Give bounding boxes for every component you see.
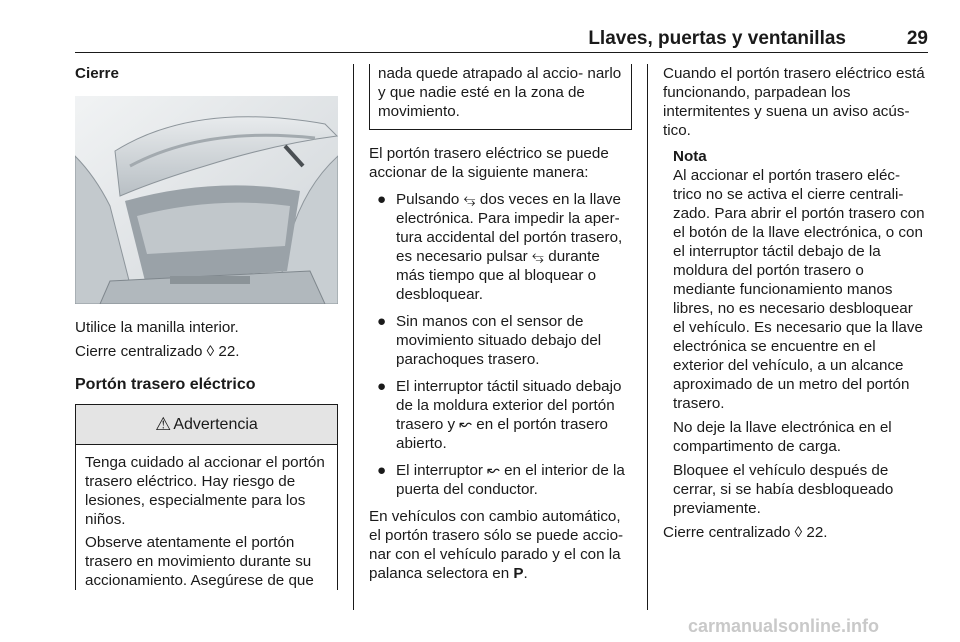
warning-icon: ⚠ <box>155 414 172 434</box>
list-item: ● Pulsando ⥃ dos veces en la llave electrónica. Para impedir la aper- tura accidental del portón trasero, es necesario pulsar ⥃ durante más tiempo que al bloquear o desbloquear. <box>377 191 623 303</box>
note-text: Bloquee el vehículo después de cerrar, si se había desbloqueado previamente. <box>673 462 894 517</box>
paragraph: Utilice la manilla interior. <box>75 319 239 336</box>
column-3 <box>663 64 928 547</box>
paragraph: En vehículos con cambio automático, el portón trasero sólo se puede accio- nar con el vehículo parado y el con la palanca selectora en P. <box>369 508 624 582</box>
column-divider <box>647 64 648 610</box>
list-item: ● Sin manos con el sensor de movimiento situado debajo del parachoques trasero. <box>377 313 602 368</box>
column-2 <box>369 64 632 588</box>
paragraph: Cuando el portón trasero eléctrico está funcionando, parpadean los intermitentes y suena un aviso acús- tico. <box>663 65 925 139</box>
bullet-icon: ● <box>377 313 387 330</box>
warning-title: Advertencia <box>173 416 258 433</box>
column-divider <box>353 64 354 610</box>
warning-paragraph: Tenga cuidado al accionar el portón trasero eléctrico. Hay riesgo de lesiones, especialmente para los niños. <box>85 454 325 528</box>
section-heading-power-tailgate: Portón trasero eléctrico <box>75 376 256 393</box>
list-item: ● El interruptor ↜ en el interior de la puerta del conductor. <box>377 462 625 498</box>
watermark: carmanualsonline.info <box>688 616 880 636</box>
note-text: No deje la llave electrónica en el compartimento de carga. <box>673 419 892 455</box>
car-tailgate-photo <box>75 96 338 304</box>
cross-reference: Cierre centralizado ◊ 22. <box>663 524 828 541</box>
warning-box <box>75 404 338 590</box>
cross-reference: Cierre centralizado ◊ 22. <box>75 343 240 360</box>
warning-box-continued <box>369 64 632 130</box>
chapter-title: Llaves, puertas y ventanillas <box>588 28 846 49</box>
bullet-icon: ● <box>377 191 387 208</box>
bullet-list <box>369 190 632 499</box>
warning-body <box>76 445 337 590</box>
warning-paragraph: nada quede atrapado al accio- narlo y que nadie esté en la zona de movimiento. <box>378 65 622 120</box>
bullet-icon: ● <box>377 462 387 479</box>
bullet-icon: ● <box>377 378 387 395</box>
note-box <box>663 147 928 518</box>
warning-paragraph: Observe atentamente el portón trasero en movimiento durante su accionamiento. Asegúrese de que <box>85 534 314 589</box>
page-header <box>75 27 928 53</box>
warning-header <box>76 405 337 445</box>
section-heading-cierre: Cierre <box>75 65 119 82</box>
note-label: Nota <box>673 148 707 165</box>
note-text: Al accionar el portón trasero eléc- trico no se activa el cierre centrali- zado. Para abrir el portón trasero con el botón de la llave electrónica, o con el interruptor táctil debajo de la moldura del portón trasero o mediante funcionamiento manos libres, no es necesario desbloquear el vehículo. Es necesario que la llave electrónica se encuentre en el exterior del vehículo, a un alcance aproximado de un metro del portón trasero. <box>673 167 925 412</box>
list-item: ● El interruptor táctil situado debajo de la moldura exterior del portón trasero y ↜ en el portón trasero abierto. <box>377 378 622 452</box>
page-number: 29 <box>906 28 928 49</box>
column-1 <box>75 64 338 594</box>
paragraph: El portón trasero eléctrico se puede accionar de la siguiente manera: <box>369 145 609 181</box>
